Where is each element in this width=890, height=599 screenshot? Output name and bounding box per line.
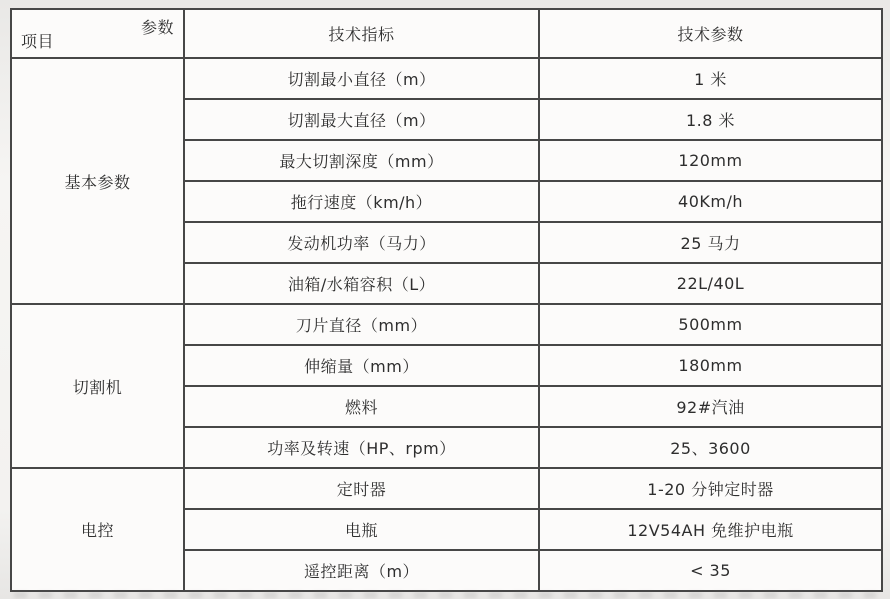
value-cell: 25、3600 xyxy=(539,427,882,468)
indicator-cell: 切割最大直径（m） xyxy=(184,99,539,140)
indicator-cell: 燃料 xyxy=(184,386,539,427)
indicator-cell: 拖行速度（km/h） xyxy=(184,181,539,222)
table-row xyxy=(11,58,882,99)
value-cell: 40Km/h xyxy=(539,181,882,222)
value-cell: 92#汽油 xyxy=(539,386,882,427)
value-cell: 500mm xyxy=(539,304,882,345)
value-cell: < 35 xyxy=(539,550,882,591)
indicator-cell: 电瓶 xyxy=(184,509,539,550)
value-cell: 120mm xyxy=(539,140,882,181)
table-row xyxy=(11,304,882,345)
value-cell: 180mm xyxy=(539,345,882,386)
value-cell: 1.8 米 xyxy=(539,99,882,140)
indicator-cell: 油箱/水箱容积（L） xyxy=(184,263,539,304)
indicator-cell: 伸缩量（mm） xyxy=(184,345,539,386)
indicator-cell: 刀片直径（mm） xyxy=(184,304,539,345)
indicator-cell: 定时器 xyxy=(184,468,539,509)
value-cell: 22L/40L xyxy=(539,263,882,304)
indicator-cell: 功率及转速（HP、rpm） xyxy=(184,427,539,468)
corner-label-parameter: 参数 xyxy=(140,18,174,37)
column-header-indicator: 技术指标 xyxy=(184,9,539,58)
indicator-cell: 最大切割深度（mm） xyxy=(184,140,539,181)
table-header-row xyxy=(11,9,882,58)
value-cell: 12V54AH 免维护电瓶 xyxy=(539,509,882,550)
indicator-cell: 发动机功率（马力） xyxy=(184,222,539,263)
group-cell-cutter: 切割机 xyxy=(11,304,184,468)
group-cell-electronic-control: 电控 xyxy=(11,468,184,591)
spec-table xyxy=(10,8,883,592)
value-cell: 1-20 分钟定时器 xyxy=(539,468,882,509)
indicator-cell: 切割最小直径（m） xyxy=(184,58,539,99)
header-corner-cell xyxy=(11,9,184,58)
value-cell: 1 米 xyxy=(539,58,882,99)
indicator-cell: 遥控距离（m） xyxy=(184,550,539,591)
value-cell: 25 马力 xyxy=(539,222,882,263)
column-header-value: 技术参数 xyxy=(539,9,882,58)
group-cell-basic-parameters: 基本参数 xyxy=(11,58,184,304)
photo-artifact-strip xyxy=(14,592,876,598)
table-row xyxy=(11,468,882,509)
corner-label-project: 项目 xyxy=(21,32,55,51)
